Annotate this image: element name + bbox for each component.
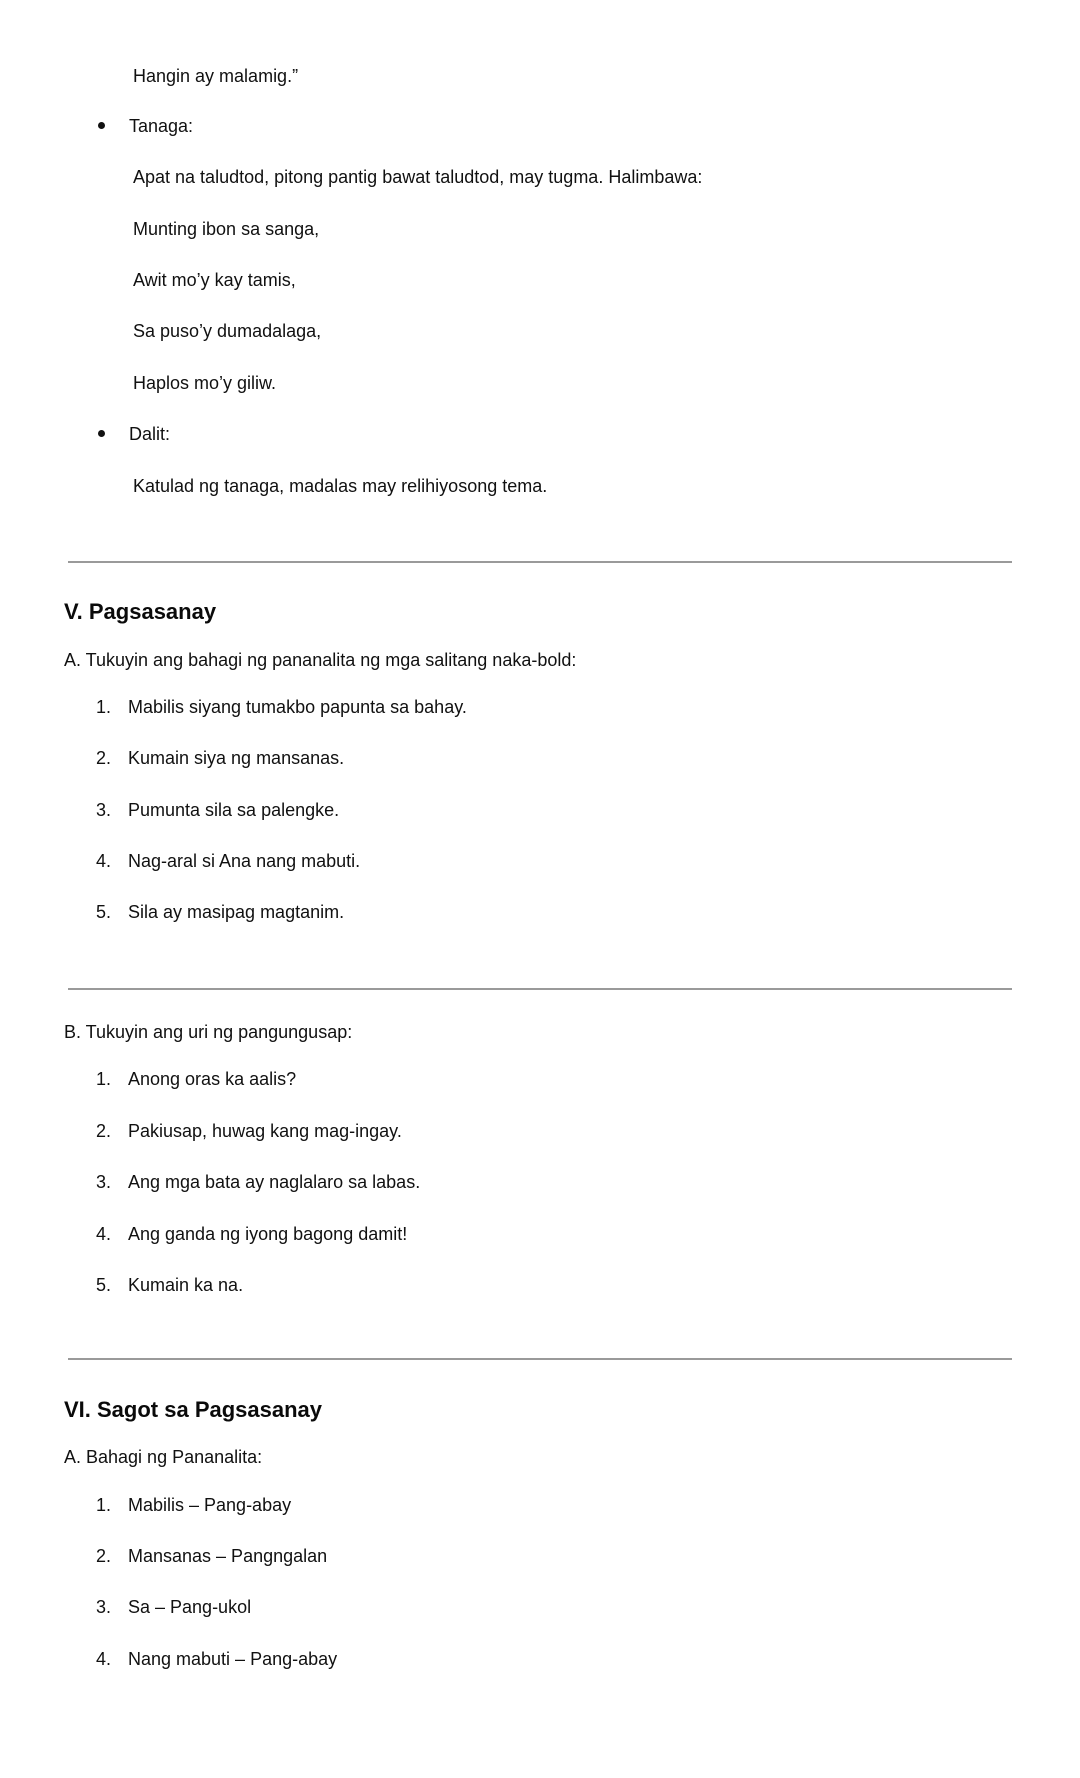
poem-line: Munting ibon sa sanga,: [133, 219, 320, 239]
list-number: 1.: [96, 1069, 112, 1089]
list-number: 5.: [96, 1275, 112, 1295]
list-item: Nag-aral si Ana nang mabuti.: [128, 851, 361, 871]
horizontal-rule: [68, 988, 1012, 990]
section-heading-pagsasanay: V. Pagsasanay: [64, 599, 217, 624]
horizontal-rule: [68, 1358, 1012, 1360]
list-number: 5.: [96, 902, 112, 922]
list-number: 2.: [96, 748, 112, 768]
list-number: 1.: [96, 697, 112, 717]
list-number: 3.: [96, 800, 112, 820]
bullet-icon: [98, 430, 105, 437]
list-item: Sila ay masipag magtanim.: [128, 902, 345, 922]
bullet-label-tanaga: Tanaga:: [129, 116, 194, 136]
list-item: Mansanas – Pangngalan: [128, 1546, 328, 1566]
list-number: 4.: [96, 1224, 112, 1244]
list-number: 2.: [96, 1546, 112, 1566]
section-heading-sagot: VI. Sagot sa Pagsasanay: [64, 1397, 323, 1422]
horizontal-rule: [68, 561, 1012, 563]
list-item: Sa – Pang-ukol: [128, 1597, 252, 1617]
list-item: Pumunta sila sa palengke.: [128, 800, 340, 820]
list-item: Mabilis siyang tumakbo papunta sa bahay.: [128, 697, 467, 717]
list-item: Ang ganda ng iyong bagong damit!: [128, 1224, 408, 1244]
list-number: 4.: [96, 1649, 112, 1669]
list-item: Pakiusap, huwag kang mag-ingay.: [128, 1121, 402, 1141]
list-number: 4.: [96, 851, 112, 871]
list-item: Kumain ka na.: [128, 1275, 244, 1295]
bullet-icon: [98, 122, 105, 129]
list-item: Anong oras ka aalis?: [128, 1069, 297, 1089]
poem-line: Awit mo’y kay tamis,: [133, 270, 296, 290]
bullet-label-dalit: Dalit:: [129, 424, 171, 444]
list-item: Mabilis – Pang-abay: [128, 1495, 292, 1515]
list-number: 3.: [96, 1597, 112, 1617]
list-number: 3.: [96, 1172, 112, 1192]
list-item: Ang mga bata ay naglalaro sa labas.: [128, 1172, 421, 1192]
tanaga-description: Apat na taludtod, pitong pantig bawat taludtod, may tugma. Halimbawa:: [133, 167, 703, 187]
list-item: Nang mabuti – Pang-abay: [128, 1649, 338, 1669]
list-number: 2.: [96, 1121, 112, 1141]
dalit-description: Katulad ng tanaga, madalas may relihiyosong tema.: [133, 476, 548, 496]
part-b-instruction: B. Tukuyin ang uri ng pangungusap:: [64, 1022, 353, 1042]
list-number: 1.: [96, 1495, 112, 1515]
poem-continuation-line: Hangin ay malamig.”: [133, 66, 299, 86]
poem-line: Sa puso’y dumadalaga,: [133, 321, 322, 341]
answers-part-a-instruction: A. Bahagi ng Pananalita:: [64, 1447, 263, 1467]
part-a-instruction: A. Tukuyin ang bahagi ng pananalita ng mga salitang naka-bold:: [64, 650, 577, 670]
poem-line: Haplos mo’y giliw.: [133, 373, 277, 393]
list-item: Kumain siya ng mansanas.: [128, 748, 345, 768]
